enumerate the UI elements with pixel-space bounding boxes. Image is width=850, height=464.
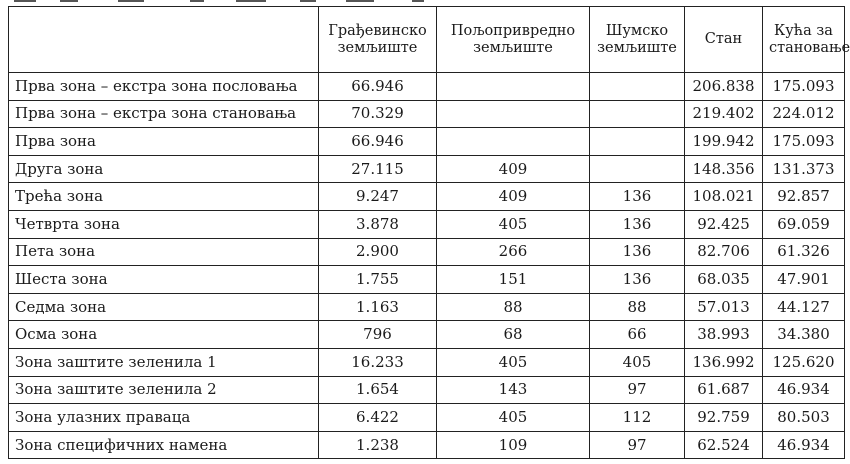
forest-land-value-cell: 112 xyxy=(590,404,685,432)
table-row xyxy=(9,376,845,404)
forest-land-value-cell: 136 xyxy=(590,266,685,294)
house-value-cell: 125.620 xyxy=(763,348,845,376)
construction-land-value-cell: 1.755 xyxy=(319,266,437,294)
forest-land-value-cell xyxy=(590,73,685,101)
table-row xyxy=(9,128,845,156)
construction-land-value-cell: 9.247 xyxy=(319,183,437,211)
agricultural-land-value-cell: 409 xyxy=(437,155,590,183)
zone-name-cell: Прва зона – екстра зона пословања xyxy=(9,73,319,101)
apartment-value-cell: 206.838 xyxy=(685,73,763,101)
agricultural-land-value-cell: 405 xyxy=(437,404,590,432)
house-value-cell: 61.326 xyxy=(763,238,845,266)
table-row xyxy=(9,348,845,376)
zone-name-cell: Прва зона xyxy=(9,128,319,156)
header-apartment: Стан xyxy=(685,7,763,73)
construction-land-value-cell: 1.238 xyxy=(319,431,437,459)
apartment-value-cell: 61.687 xyxy=(685,376,763,404)
agricultural-land-value-cell xyxy=(437,100,590,128)
construction-land-value-cell: 2.900 xyxy=(319,238,437,266)
zone-name-cell: Зона заштите зеленила 1 xyxy=(9,348,319,376)
table-row xyxy=(9,431,845,459)
header-agricultural-land: Пољопривредно земљиште xyxy=(437,7,590,73)
agricultural-land-value-cell: 151 xyxy=(437,266,590,294)
table-row xyxy=(9,266,845,294)
zone-name-cell: Зона улазних праваца xyxy=(9,404,319,432)
table-row xyxy=(9,404,845,432)
agricultural-land-value-cell: 405 xyxy=(437,210,590,238)
apartment-value-cell: 108.021 xyxy=(685,183,763,211)
table-row xyxy=(9,238,845,266)
table-row xyxy=(9,210,845,238)
house-value-cell: 224.012 xyxy=(763,100,845,128)
construction-land-value-cell: 1.163 xyxy=(319,293,437,321)
house-value-cell: 46.934 xyxy=(763,431,845,459)
apartment-value-cell: 92.425 xyxy=(685,210,763,238)
forest-land-value-cell: 97 xyxy=(590,431,685,459)
forest-land-value-cell: 136 xyxy=(590,183,685,211)
forest-land-value-cell: 88 xyxy=(590,293,685,321)
zone-name-cell: Осма зона xyxy=(9,321,319,349)
agricultural-land-value-cell: 68 xyxy=(437,321,590,349)
house-value-cell: 175.093 xyxy=(763,128,845,156)
house-value-cell: 69.059 xyxy=(763,210,845,238)
header-zone xyxy=(9,7,319,73)
construction-land-value-cell: 66.946 xyxy=(319,73,437,101)
house-value-cell: 34.380 xyxy=(763,321,845,349)
agricultural-land-value-cell: 109 xyxy=(437,431,590,459)
zone-name-cell: Четврта зона xyxy=(9,210,319,238)
agricultural-land-value-cell xyxy=(437,128,590,156)
apartment-value-cell: 62.524 xyxy=(685,431,763,459)
agricultural-land-value-cell: 88 xyxy=(437,293,590,321)
zone-name-cell: Друга зона xyxy=(9,155,319,183)
table-row xyxy=(9,321,845,349)
agricultural-land-value-cell: 405 xyxy=(437,348,590,376)
house-value-cell: 175.093 xyxy=(763,73,845,101)
zone-name-cell: Шеста зона xyxy=(9,266,319,294)
agricultural-land-value-cell xyxy=(437,73,590,101)
apartment-value-cell: 38.993 xyxy=(685,321,763,349)
agricultural-land-value-cell: 266 xyxy=(437,238,590,266)
construction-land-value-cell: 66.946 xyxy=(319,128,437,156)
zone-name-cell: Пета зона xyxy=(9,238,319,266)
table-row xyxy=(9,293,845,321)
construction-land-value-cell: 70.329 xyxy=(319,100,437,128)
zone-name-cell: Прва зона – екстра зона становања xyxy=(9,100,319,128)
table-row xyxy=(9,100,845,128)
table-header-row xyxy=(9,7,845,73)
construction-land-value-cell: 27.115 xyxy=(319,155,437,183)
house-value-cell: 92.857 xyxy=(763,183,845,211)
land-price-table xyxy=(8,6,850,459)
apartment-value-cell: 57.013 xyxy=(685,293,763,321)
apartment-value-cell: 148.356 xyxy=(685,155,763,183)
apartment-value-cell: 92.759 xyxy=(685,404,763,432)
table-row xyxy=(9,73,845,101)
zone-name-cell: Седма зона xyxy=(9,293,319,321)
house-value-cell: 131.373 xyxy=(763,155,845,183)
house-value-cell: 44.127 xyxy=(763,293,845,321)
apartment-value-cell: 82.706 xyxy=(685,238,763,266)
zone-name-cell: Зона заштите зеленила 2 xyxy=(9,376,319,404)
forest-land-value-cell: 136 xyxy=(590,210,685,238)
header-forest-land: Шумско земљиште xyxy=(590,7,685,73)
forest-land-value-cell: 405 xyxy=(590,348,685,376)
construction-land-value-cell: 6.422 xyxy=(319,404,437,432)
forest-land-value-cell: 136 xyxy=(590,238,685,266)
apartment-value-cell: 68.035 xyxy=(685,266,763,294)
forest-land-value-cell xyxy=(590,155,685,183)
apartment-value-cell: 136.992 xyxy=(685,348,763,376)
zone-name-cell: Зона специфичних намена xyxy=(9,431,319,459)
table-row xyxy=(9,183,845,211)
forest-land-value-cell: 97 xyxy=(590,376,685,404)
zone-name-cell: Трећа зона xyxy=(9,183,319,211)
house-value-cell: 47.901 xyxy=(763,266,845,294)
header-construction-land: Грађевинско земљиште xyxy=(319,7,437,73)
table-row xyxy=(9,155,845,183)
house-value-cell: 80.503 xyxy=(763,404,845,432)
apartment-value-cell: 219.402 xyxy=(685,100,763,128)
header-house: Кућа за становање xyxy=(763,7,845,73)
agricultural-land-value-cell: 409 xyxy=(437,183,590,211)
construction-land-value-cell: 3.878 xyxy=(319,210,437,238)
agricultural-land-value-cell: 143 xyxy=(437,376,590,404)
construction-land-value-cell: 796 xyxy=(319,321,437,349)
house-value-cell: 46.934 xyxy=(763,376,845,404)
forest-land-value-cell xyxy=(590,128,685,156)
forest-land-value-cell xyxy=(590,100,685,128)
forest-land-value-cell: 66 xyxy=(590,321,685,349)
construction-land-value-cell: 16.233 xyxy=(319,348,437,376)
construction-land-value-cell: 1.654 xyxy=(319,376,437,404)
apartment-value-cell: 199.942 xyxy=(685,128,763,156)
